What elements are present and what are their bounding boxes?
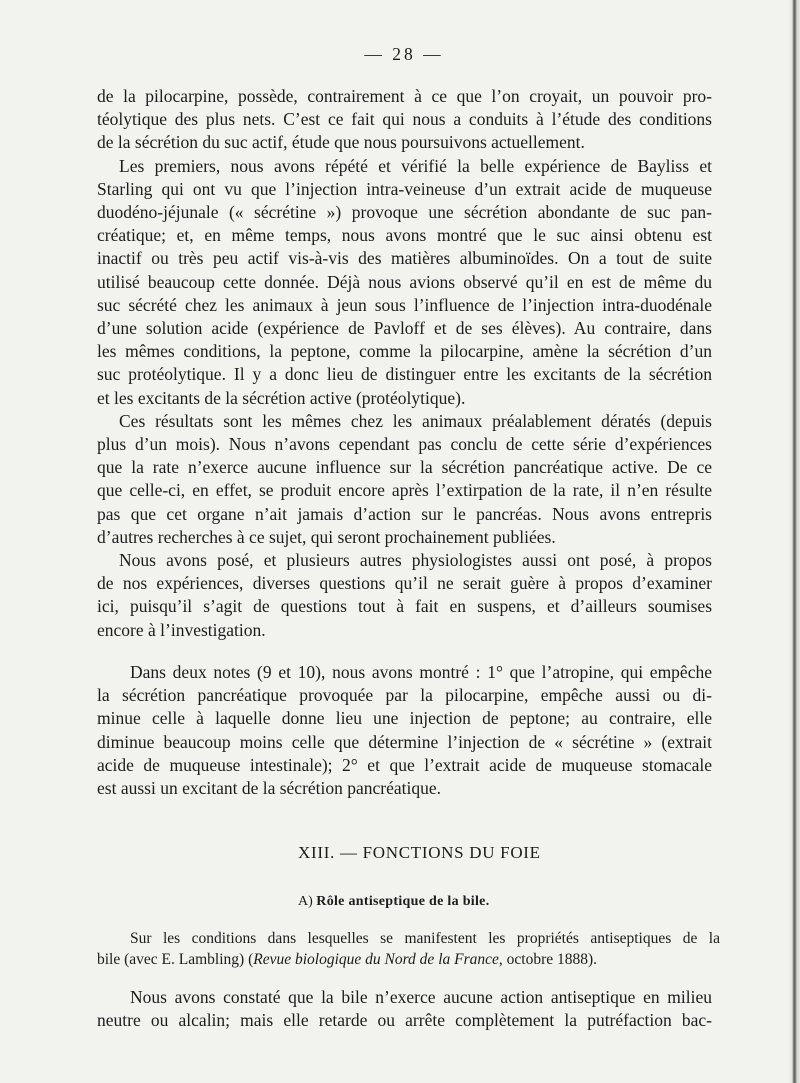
- paragraph-atropine-notes: [97, 661, 712, 800]
- text-line: minue celle à laquelle donne lieu une injection de peptone; au contraire, elle: [97, 708, 712, 729]
- page-edge-shadow: [788, 0, 800, 1083]
- bibliographic-reference: [97, 928, 720, 970]
- text-line: Starling qui ont vu que l’injection intra-veineuse d’un extrait acide de muqueuse: [97, 178, 712, 199]
- reference-date: , octobre 1888).: [498, 951, 598, 968]
- paragraph-derated-animals: [97, 410, 712, 549]
- text-line: duodéno-jéjunale (« sécrétine ») provoque une sécrétion abondante de suc pan-: [97, 202, 712, 223]
- text-line: suc sécrété chez les animaux à jeun sous l’influence de l’injection intra-duodénale: [97, 294, 712, 315]
- reference-authors: bile (avec E. Lambling) (: [97, 951, 254, 968]
- text-line: créatique; et, en même temps, nous avons montré que le suc ainsi obtenu est: [97, 225, 712, 246]
- reference-line: [97, 949, 720, 970]
- text-line: diminue beaucoup moins celle que détermine l’injection de « sécrétine » (extrait: [97, 731, 712, 752]
- journal-title: Revue biologique du Nord de la France: [253, 951, 499, 968]
- text-line: la sécrétion pancréatique provoquée par la pilocarpine, empêche aussi ou di-: [97, 685, 712, 706]
- paragraph-bayliss-starling: [97, 155, 712, 410]
- text-line: que la rate n’exerce aucune influence sur la sécrétion pancréatique active. De ce: [97, 457, 712, 478]
- body-text-upper: [97, 85, 712, 642]
- text-line: téolytique des plus nets. C’est ce fait qui nous a conduits à l’étude des conditions: [97, 109, 712, 130]
- text-line: de la sécrétion du suc actif, étude que nous poursuivons actuellement.: [97, 132, 585, 153]
- text-line: ici, puisqu’il s’agit de questions tout à fait en suspens, et d’ailleurs soumises: [97, 596, 712, 617]
- text-line: les mêmes conditions, la peptone, comme la pilocarpine, amène la sécrétion d’un: [97, 341, 712, 362]
- text-line: d’autres recherches à ce sujet, qui seront prochainement publiées.: [97, 526, 556, 547]
- reference-line: Sur les conditions dans lesquelles se manifestent les propriétés antiseptiques de la: [130, 930, 720, 947]
- text-line: de nos expériences, diverses questions qu’il ne serait guère à propos d’examiner: [97, 573, 712, 594]
- subsection-heading: [298, 892, 490, 912]
- text-line: Nous avons posé, et plusieurs autres physiologistes aussi ont posé, à propos: [119, 550, 712, 571]
- paragraph-bile-antiseptic: [97, 986, 712, 1032]
- text-line: Nous avons constaté que la bile n’exerce aucune action antiseptique en milieu: [130, 987, 712, 1007]
- text-line: utilisé beaucoup cette donnée. Déjà nous avions observé qu’il en est de même du: [97, 271, 712, 292]
- text-line: que celle-ci, en effet, se produit encore après l’extirpation de la rate, il n’en résulte: [97, 480, 712, 501]
- text-line: et les excitants de la sécrétion active (protéolytique).: [97, 387, 466, 408]
- text-line: plus d’un mois). Nous n’avons cependant pas conclu de cette série d’expériences: [97, 434, 712, 455]
- subsection-title: Rôle antiseptique de la bile.: [316, 894, 490, 909]
- text-line: est aussi un excitant de la sécrétion pancréatique.: [97, 778, 442, 799]
- text-line: suc protéolytique. Il y a donc lieu de distinguer entre les excitants de la sécrétion: [97, 364, 712, 385]
- text-line: de la pilocarpine, possède, contrairement à ce que l’on croyait, un pouvoir pro-: [97, 86, 712, 106]
- paragraph-open-questions: [97, 549, 712, 642]
- text-line: encore à l’investigation.: [97, 619, 266, 640]
- page-number: — 28 —: [364, 44, 444, 64]
- text-line: acide de muqueuse intestinale); 2° et que l’extrait acide de muqueuse stomacale: [97, 754, 712, 775]
- subsection-label: A): [298, 894, 313, 909]
- text-line: neutre ou alcalin; mais elle retarde ou arrête complètement la putréfaction bac-: [97, 1010, 712, 1031]
- text-line: inactif ou très peu actif vis-à-vis des matières albuminoïdes. On a tout de suite: [97, 248, 712, 269]
- text-line: Ces résultats sont les mêmes chez les animaux préalablement dératés (depuis: [119, 410, 712, 431]
- section-heading: XIII. — FONCTIONS DU FOIE: [298, 843, 541, 862]
- paragraph-pilocarpine-continuation: [97, 85, 712, 155]
- text-line: pas que cet organe n’ait jamais d’action sur le pancréas. Nous avons entrepris: [97, 503, 712, 524]
- text-line: Dans deux notes (9 et 10), nous avons montré : 1° que l’atropine, qui empêche: [130, 662, 712, 682]
- text-line: d’une solution acide (expérience de Pavloff et de ses élèves). Au contraire, dans: [97, 318, 712, 339]
- text-line: Les premiers, nous avons répété et vérifié la belle expérience de Bayliss et: [119, 155, 712, 176]
